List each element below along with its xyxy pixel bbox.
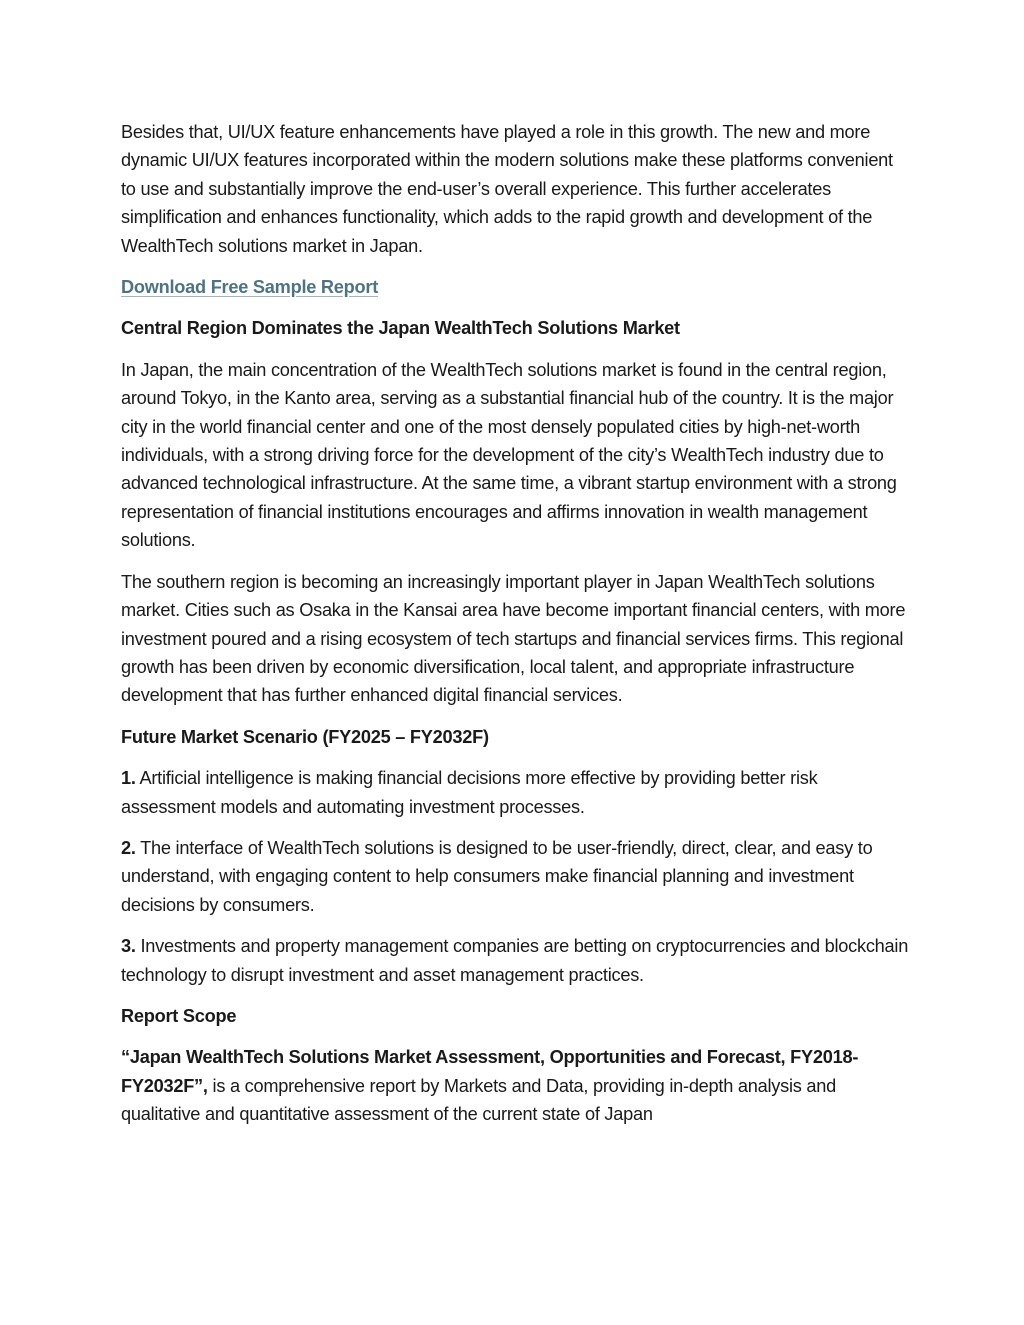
download-sample-report-link[interactable]: Download Free Sample Report — [121, 277, 379, 298]
intro-paragraph: Besides that, UI/UX feature enhancements have played a role in this growth. The new and more dynamic UI/UX features incorporated within the modern solutions make these platforms convenient to use and substantially improve the end-user’s overall experience. This further accelerates simplification and enhances functionality, which adds to the rapid growth and development of the WealthTech solutions market in Japan. — [121, 122, 893, 256]
report-scope-body: is a comprehensive report by Markets and Data, providing in-depth analysis and qualitative and quantitative assessment of the current state of Japan — [121, 1075, 836, 1125]
item-number: 3. — [121, 936, 136, 957]
item-text: The interface of WealthTech solutions is designed to be user-friendly, direct, clear, and easy to understand, with engaging content to help consumers make financial planning and investment decisions by consumers. — [121, 837, 873, 915]
report-scope-paragraph — [121, 1043, 911, 1128]
document-page — [121, 118, 911, 1142]
future-scenario-item-2 — [121, 834, 911, 919]
report-scope-heading: Report Scope — [121, 1005, 237, 1026]
future-scenario-item-1 — [121, 764, 911, 821]
report-title: “Japan WealthTech Solutions Market Assessment, Opportunities and Forecast, FY2018-FY2032F”, — [121, 1047, 859, 1096]
future-scenario-item-3 — [121, 932, 911, 989]
future-scenario-heading: Future Market Scenario (FY2025 – FY2032F) — [121, 726, 489, 747]
item-text: Artificial intelligence is making financial decisions more effective by providing better risk assessment models and automating investment processes. — [121, 768, 818, 817]
item-number: 2. — [121, 837, 136, 858]
central-region-heading: Central Region Dominates the Japan WealthTech Solutions Market — [121, 318, 680, 339]
download-link-container — [121, 273, 911, 301]
southern-region-paragraph: The southern region is becoming an increasingly important player in Japan WealthTech solutions market. Cities such as Osaka in the Kansai area have become important financial centers, with more investment poured and a rising ecosystem of tech startups and financial services firms. This regional growth has been driven by economic diversification, local talent, and appropriate infrastructure development that has further enhanced digital financial services. — [121, 571, 906, 706]
item-number: 1. — [121, 768, 136, 789]
item-text: Investments and property management companies are betting on cryptocurrencies and blockchain technology to disrupt investment and asset management practices. — [121, 936, 909, 985]
central-region-paragraph: In Japan, the main concentration of the WealthTech solutions market is found in the central region, around Tokyo, in the Kanto area, serving as a substantial financial hub of the country. It is the major city in the world financial center and one of the most densely populated cities by high-net-worth individuals, with a strong driving force for the development of the city’s WealthTech industry due to advanced technological infrastructure. At the same time, a vibrant startup environment with a strong representation of financial institutions encourages and affirms innovation in wealth management solutions. — [121, 359, 897, 551]
